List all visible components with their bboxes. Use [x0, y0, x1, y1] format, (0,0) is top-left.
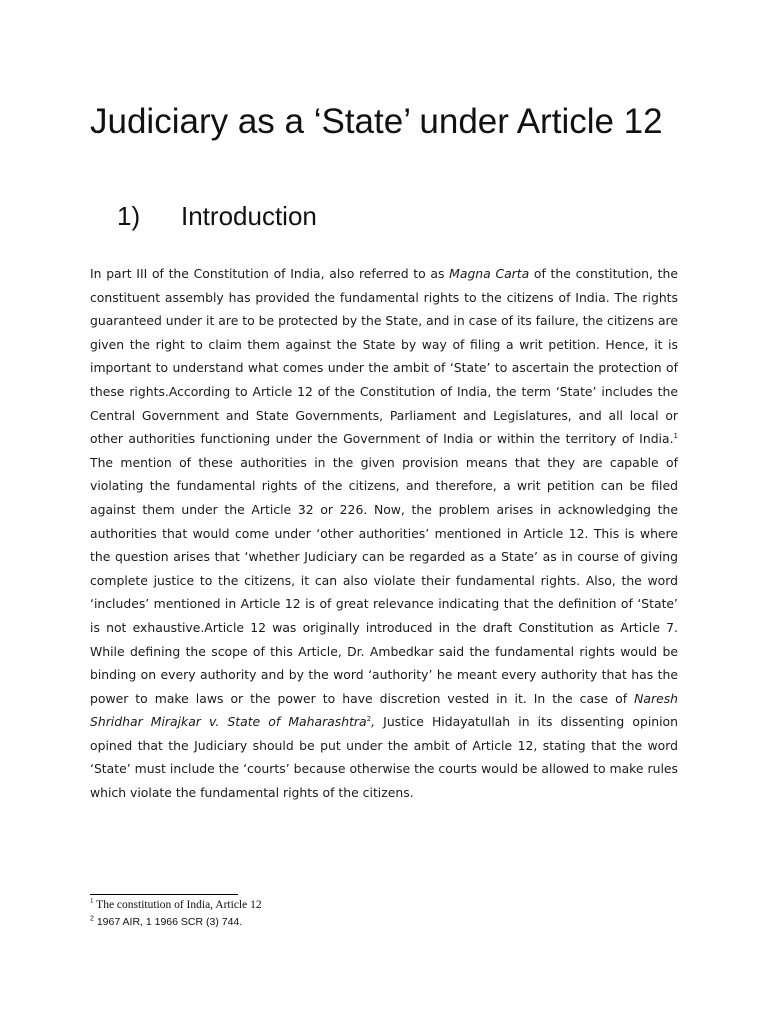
footnote-separator: [90, 894, 238, 895]
section-title: Introduction: [181, 201, 317, 231]
section-heading: [117, 198, 317, 234]
footnote-reference-2[interactable]: 2: [366, 715, 372, 724]
footnote-reference-1[interactable]: 1: [673, 432, 678, 441]
paragraph-text-4: Justice Hidayatullah in its dissenting opinion opined that the Judiciary should be put under the ambit of Article 12, stating that the word ‘State’ must include the ‘courts’ because otherwise the courts would be allowed to make rules which violate the fundamental rights of the citizens.: [90, 714, 678, 801]
footnote-2: [90, 915, 242, 930]
introduction-paragraph: [90, 262, 678, 805]
paragraph-text-1: In part III of the Constitution of India, also referred to as: [90, 266, 450, 281]
section-number: 1): [117, 201, 141, 231]
footnote-marker-1: 1: [90, 897, 94, 906]
footnote-1: [90, 898, 262, 913]
paragraph-italic-case-name: Naresh Shridhar Mirajkar v. State of Maharashtra: [90, 690, 678, 730]
footnote-text-1: The constitution of India, Article 12: [93, 899, 262, 911]
paragraph-text-2: of the constitution, the constituent assembly has provided the fundamental rights to the citizens of India. The rights guaranteed under it are to be protected by the State, and in case of its failure, the citizens are given the right to claim them against the State by way of filing a writ petition. Hence, it is important to understand what comes under the ambit of ‘State’ to ascertain the protection of these rights.According to Article 12 of the Constitution of India, the term ‘State’ includes the Central Government and State Governments, Parliament and Legislatures, and all local or other authorities functioning under the Government of India or within the territory of India.: [90, 266, 678, 447]
footnote-text-2: 1967 AIR, 1 1966 SCR (3) 744.: [93, 916, 243, 928]
paragraph-italic-magna-carta: Magna Carta: [449, 266, 530, 281]
paragraph-text-3: The mention of these authorities in the given provision means that they are capable of violating the fundamental rights of the citizens, and therefore, a writ petition can be filed against them under the Article 32 or 226. Now, the problem arises in acknowledging the authorities that would come under ‘other authorities’ mentioned in Article 12. This is where the question arises that ‘whether Judiciary can be regarded as a State’ as in course of giving complete justice to the citizens, it can also violate their fundamental rights. Also, the word ‘includes’ mentioned in Article 12 is of great relevance indicating that the definition of ‘State’ is not exhaustive.Article 12 was originally introduced in the draft Constitution as Article 7. While defining the scope of this Article, Dr. Ambedkar said the fundamental rights would be binding on every authority and by the word ‘authority’ he meant every authority that has the power to make laws or the power to have discretion vested in it. In the case of: [90, 454, 678, 706]
paragraph-italic-comma: ,: [371, 714, 376, 730]
document-title: Judiciary as a ‘State’ under Article 12: [90, 102, 663, 141]
footnote-marker-2: 2: [90, 915, 94, 923]
